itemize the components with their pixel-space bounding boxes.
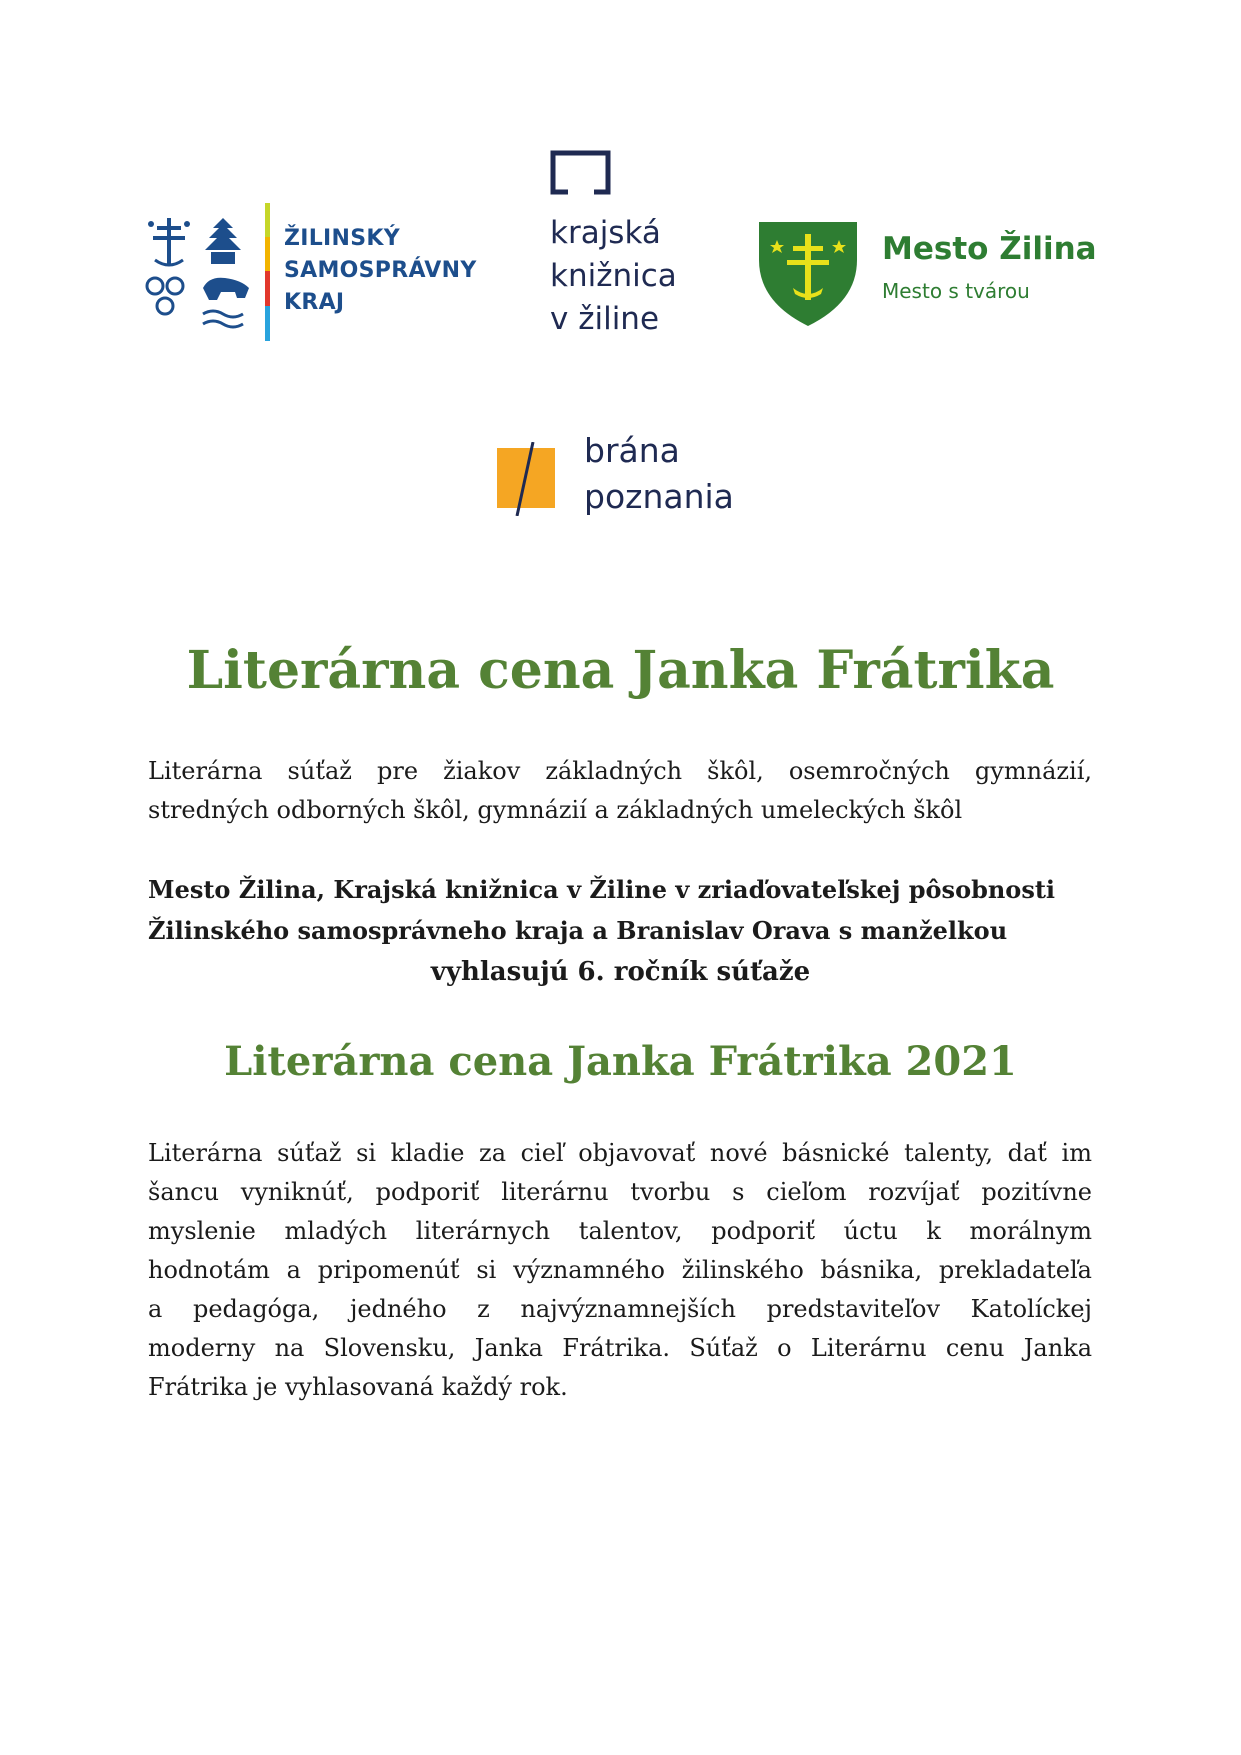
zsk-logo-text — [284, 223, 477, 319]
kniznica-logo-text — [550, 212, 677, 341]
zsk-line-2: SAMOSPRÁVNY — [284, 258, 477, 283]
kniznica-line-1: krajská — [550, 215, 661, 251]
intro-line: Literárna súťaž pre žiakov základných škôl, osemročných gymnázií, — [148, 757, 1092, 785]
page-title: Literárna cena Janka Frátrika — [186, 640, 1055, 701]
goal-line: šancu vyniknúť, podporiť literárnu tvorbu s cieľom rozvíjať pozitívne — [148, 1178, 1092, 1206]
mesto-zilina-subtitle: Mesto s tvárou — [882, 279, 1030, 303]
goal-line: Frátrika je vyhlasovaná každý rok. — [148, 1373, 568, 1401]
intro-paragraph — [148, 752, 1092, 830]
goal-line: myslenie mladých literárnych talentov, podporiť úctu k morálnym — [148, 1217, 1092, 1245]
brana-square-icon — [497, 442, 559, 520]
brana-line-1: brána — [584, 431, 680, 470]
brana-logo-text — [584, 428, 734, 520]
brana-line-2: poznania — [584, 477, 734, 516]
goal-line: hodnotám a pripomenúť si významného žilinského básnika, prekladateľa — [148, 1256, 1092, 1284]
goal-paragraph — [148, 1134, 1092, 1407]
organizers-line: Mesto Žilina, Krajská knižnica v Žiline v zriaďovateľskej pôsobnosti — [148, 875, 1056, 904]
intro-line: stredných odborných škôl, gymnázií a základných umeleckých škôl — [148, 796, 963, 824]
goal-line: Literárna súťaž si kladie za cieľ objavovať nové básnické talenty, dať im — [148, 1139, 1092, 1167]
organizers-line: Žilinského samosprávneho kraja a Branislav Orava s manželkou — [148, 916, 1008, 945]
competition-subtitle: Literárna cena Janka Frátrika 2021 — [224, 1038, 1017, 1085]
library-frame-icon — [550, 150, 612, 202]
mesto-zilina-title: Mesto Žilina — [882, 231, 1097, 267]
zsk-coat-of-arms-icon — [145, 218, 255, 334]
announcement-line: vyhlasujú 6. ročník súťaže — [430, 957, 811, 987]
zsk-line-3: KRAJ — [284, 290, 345, 315]
goal-line: a pedagóga, jedného z najvýznamnejších predstaviteľov Katolíckej — [148, 1295, 1092, 1323]
zsk-line-1: ŽILINSKÝ — [284, 226, 400, 251]
zsk-color-bar — [265, 203, 270, 341]
kniznica-line-3: v žiline — [550, 301, 660, 337]
goal-line: moderny na Slovensku, Janka Frátrika. Súťaž o Literárnu cenu Janka — [148, 1334, 1092, 1362]
zilina-shield-icon — [757, 220, 859, 332]
kniznica-line-2: knižnica — [550, 258, 677, 294]
